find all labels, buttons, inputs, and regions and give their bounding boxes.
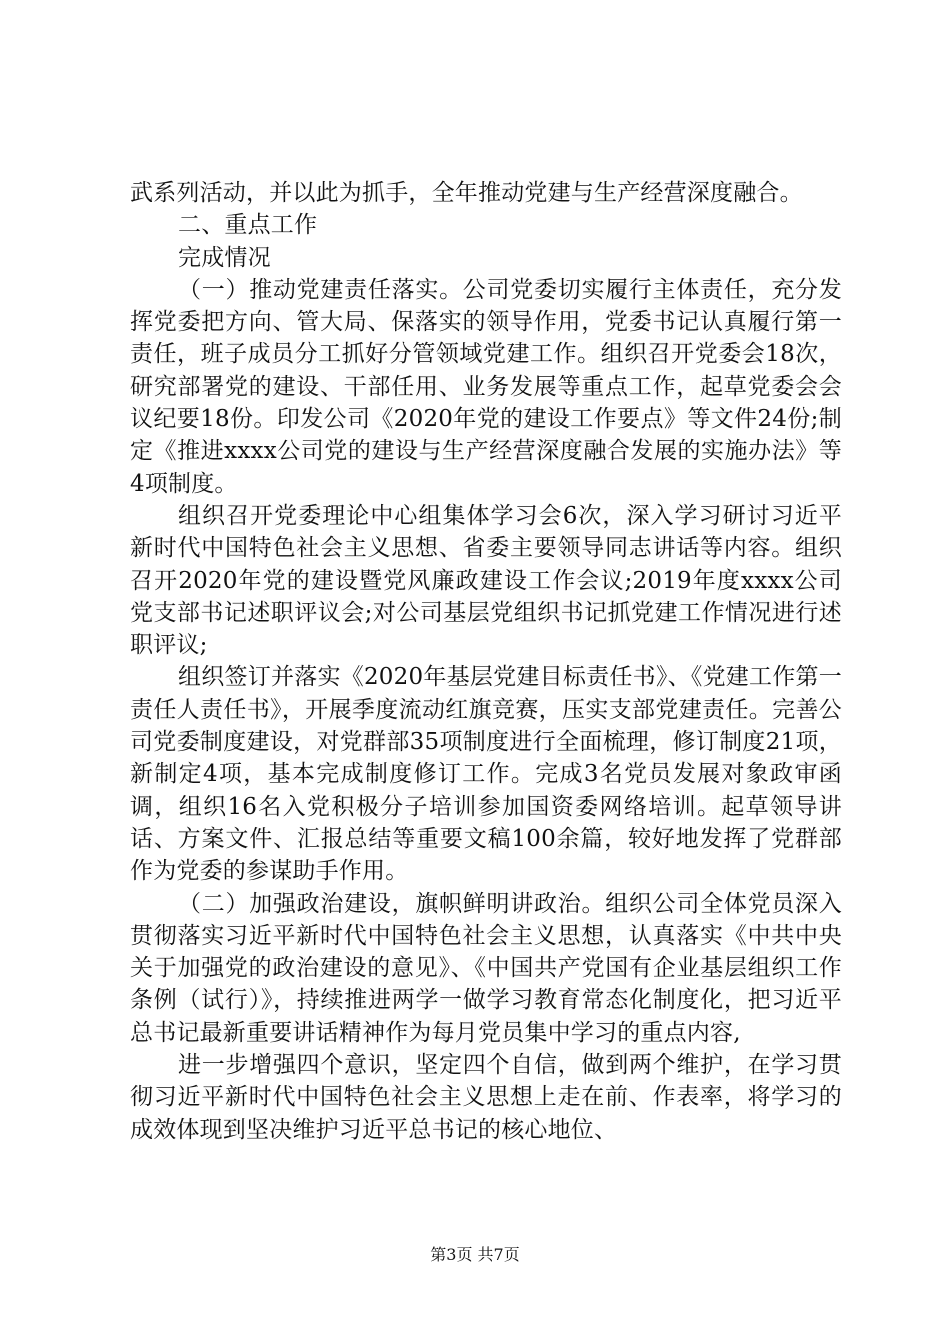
paragraph-section-1-party-responsibility: （一）推动党建责任落实。公司党委切实履行主体责任，充分发挥党委把方向、管大局、保落实的领导作用，党委书记认真履行第一责任，班子成员分工抓好分管领域党建工作。组织召开党委会18次，研究部署党的建设、干部任用、业务发展等重点工作，起草党委会会议纪要18份。印发公司《2020年党的建设工作要点》等文件24份;制定《推进xxxx公司党的建设与生产经营深度融合发展的实施办法》等4项制度。 [130,276,842,497]
paragraph-theory-study: 组织召开党委理论中心组集体学习会6次，深入学习研讨习近平新时代中国特色社会主义思想、省委主要领导同志讲话等内容。组织召开2020年党的建设暨党风廉政建设工作会议;2019年度xxxx公司党支部书记述职评议会;对公司基层党组织书记抓党建工作情况进行述职评议; [130,502,842,659]
heading-key-work: 二、重点工作 [178,212,318,239]
paragraph-section-2-political-building: （二）加强政治建设，旗帜鲜明讲政治。组织公司全体党员深入贯彻落实习近平新时代中国特色社会主义思想，认真落实《中共中央关于加强党的政治建设的意见》、《中国共产党国有企业基层组织工作条例（试行）》，持续推进两学一做学习教育常态化制度化，把习近平总书记最新重要讲话精神作为每月党员集中学习的重点内容, [130,890,842,1046]
paragraph-responsibility-documents: 组织签订并落实《2020年基层党建目标责任书》、《党建工作第一责任人责任书》，开展季度流动红旗竞赛，压实支部党建责任。完善公司党委制度建设，对党群部35项制度进行全面梳理，修订制度21项，新制定4项，基本完成制度修订工作。完成3名党员发展对象政审函调，组织16名入党积极分子培训参加国资委网络培训。起草领导讲话、方案文件、汇报总结等重要文稿100余篇，较好地发挥了党群部作为党委的参谋助手作用。 [130,664,842,885]
paragraph-four-consciousness: 进一步增强四个意识，坚定四个自信，做到两个维护，在学习贯彻习近平新时代中国特色社会主义思想上走在前、作表率，将学习的成效体现到坚决维护习近平总书记的核心地位、 [130,1052,842,1143]
heading-completion-status: 完成情况 [178,244,271,271]
document-body [130,177,842,1146]
page-number-footer: 第3页 共7页 [430,1245,520,1264]
paragraph-continuation: 武系列活动，并以此为抓手，全年推动党建与生产经营深度融合。 [130,180,803,206]
